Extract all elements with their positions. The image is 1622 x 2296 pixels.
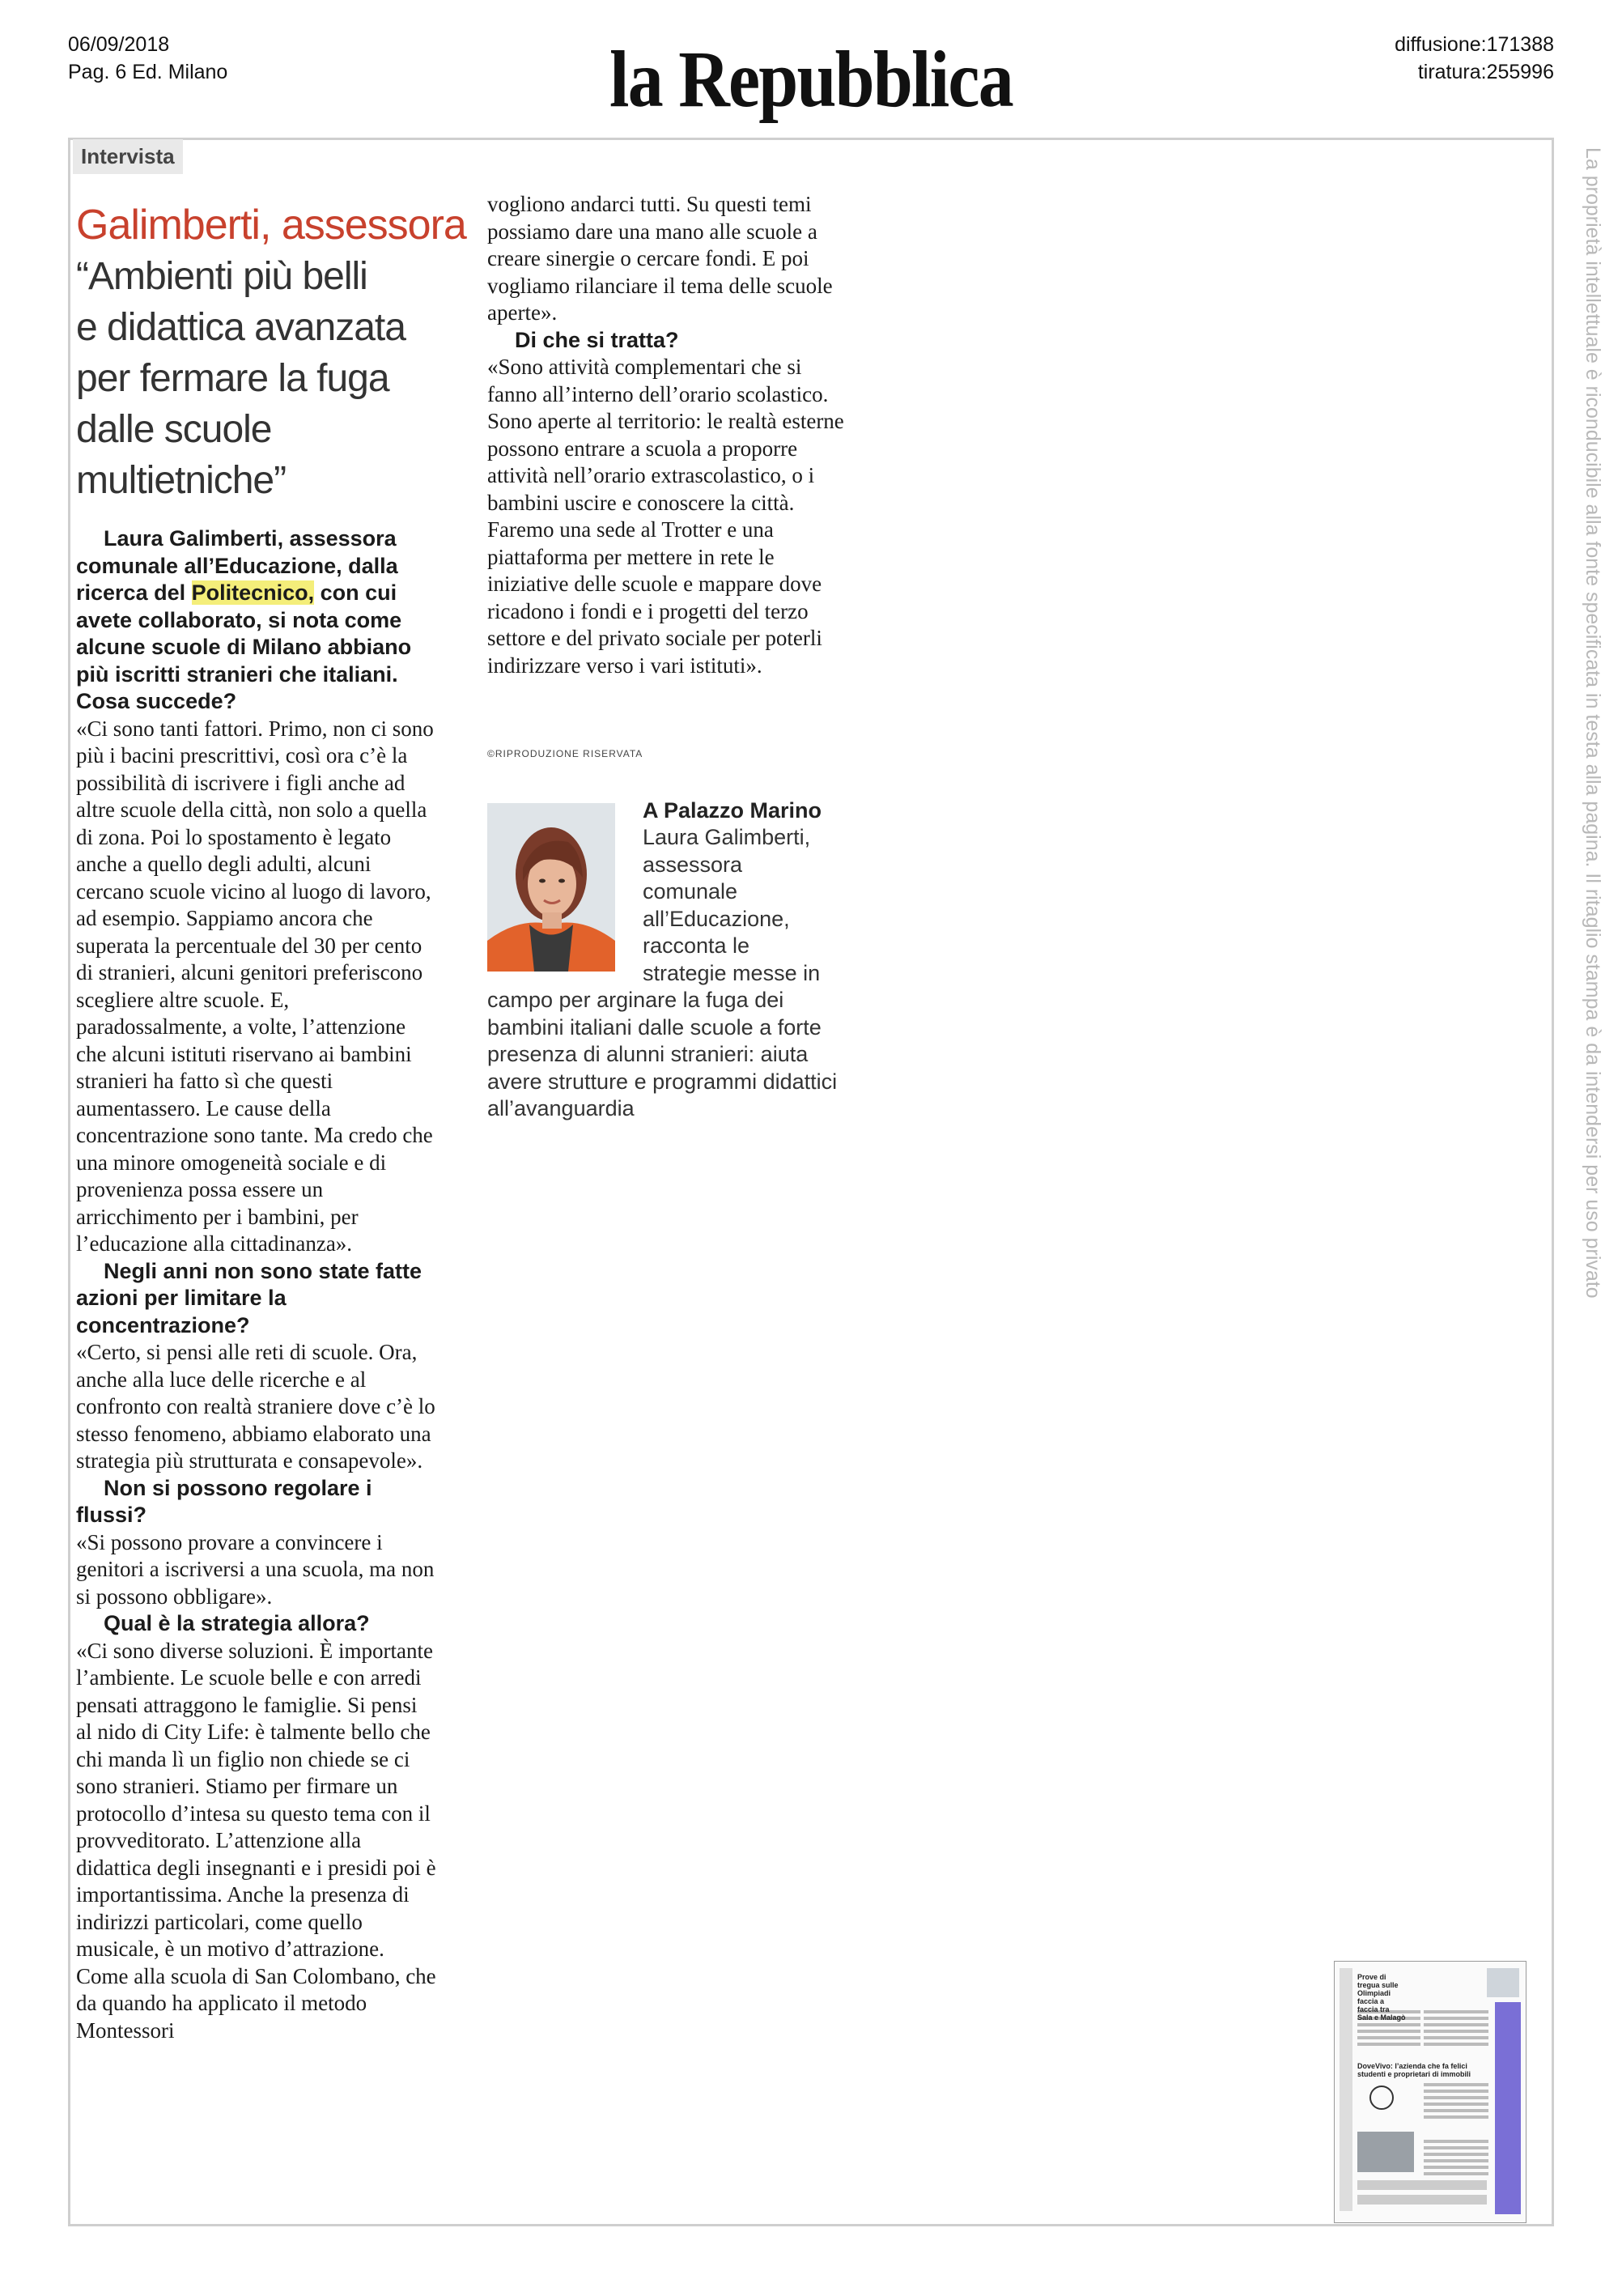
caption-line: all’Educazione,	[643, 906, 790, 931]
section-tag: Intervista	[73, 139, 183, 174]
article-headline	[76, 251, 456, 506]
thumbnail-headline-1: Prove di tregua sulle Olimpiadi faccia a faccia tra Sala e Malagò	[1357, 1973, 1406, 2022]
question-1: Laura Galimberti, assessora comunale all’Educazione, dalla ricerca del Politecnico, con cui avete collaborato, si nota come alcune scuole di Milano abbiano più iscritti stranieri che italiani. Cosa succede?	[76, 526, 412, 713]
portrait-illustration	[487, 803, 615, 972]
header-page: Pag. 6 Ed. Milano	[68, 61, 228, 83]
answer-3: «Si possono provare a convincere i genitori a iscriversi a una scuola, ma non si possono obbligare».	[76, 1529, 435, 1609]
caption-title: A Palazzo Marino	[643, 798, 822, 823]
question-5: Di che si tratta?	[515, 327, 679, 352]
headline-line: dalle scuole	[76, 408, 272, 451]
caption-line: strategie messe in	[643, 960, 821, 985]
question-2: Negli anni non sono state fatte azioni per limitare la concentrazione?	[76, 1258, 422, 1337]
article-kicker: Galimberti, assessora	[76, 202, 466, 249]
copyright-notice: ©RIPRODUZIONE RISERVATA	[487, 748, 643, 759]
answer-4: «Ci sono diverse soluzioni. È importante l’ambiente. Le scuole belle e con arredi pensati attraggono le famiglie. Si pensi al nido di City Life: è talmente bello che chi manda lì un figlio non chiede se ci sono stranieri. Stiamo per firmare un protocollo d’intesa su questo tema con il provveditorato. L’attenzione alla didattica degli insegnanti e i presidi poi è importantissima. Anche la presenza di indirizzi particolari, come quello musicale, è un motivo d’attrazione. Come alla scuola di San Colombano, che da quando ha applicato il metodo Montessori	[76, 1638, 436, 2043]
masthead-logo: la Repubblica	[609, 34, 1013, 124]
rights-side-note: La proprietà intellettuale è riconducibile alla fonte specificata in testa alla pagina. Il ritaglio stampa è da intendersi per uso privato	[1582, 147, 1604, 1299]
header-tiratura: tiratura:255996	[1417, 61, 1554, 83]
thumbnail-headline-2: DoveVivo: l’azienda che fa felici studenti e proprietari di immobili	[1357, 2062, 1471, 2078]
caption-body: campo per arginare la fuga dei bambini italiani dalle scuole a forte presenza di alunni stranieri: aiuta avere strutture e programmi didattici all’avanguardia	[487, 988, 838, 1120]
caption-line: assessora	[643, 852, 743, 877]
answer-1: «Ci sono tanti fattori. Primo, non ci sono più i bacini prescrittivi, così ora c’è la possibilità di iscrivere i figli anche ad altre scuole della città, non solo a quella di zona. Poi lo spostamento è legato anche a quello degli adulti, alcuni cercano scuole vicino al luogo di lavoro, ad esempio. Sappiamo ancora che superata la percentuale del 30 per cento di stranieri, alcuni genitori preferiscono scegliere altre scuole. E, paradossalmente, a volte, l’attenzione che alcuni istituti riservano ai bambini stranieri ha fatto sì che questi aumentassero. Le cause della concentrazione sono tante. Ma credo che una minore omogeneità sociale e di provenienza possa essere un arricchimento per i bambini, per l’educazione alla cittadinanza».	[76, 716, 434, 1256]
header-diffusione: diffusione:171388	[1395, 33, 1554, 56]
headline-line: multietniche”	[76, 459, 287, 502]
caption-narrow	[643, 824, 853, 987]
headline-line: per fermare la fuga	[76, 357, 389, 400]
question-4: Qual è la strategia allora?	[104, 1611, 370, 1635]
caption-line: Laura Galimberti,	[643, 825, 811, 849]
answer-5: «Sono attività complementari che si fanno all’interno dell’orario scolastico. Sono aperte al territorio: le realtà esterne possono entrare a scuola a proporre attività nell’orario extrascolastico, o i bambini uscire e conoscere la città. Faremo una sede al Trotter e una piattaforma per mettere in rete le iniziative delle scuole e mappare dove ricadono i fondi e i progetti del terzo settore e del privato sociale per poterli indirizzare verso i vari istituti».	[487, 355, 844, 678]
page-thumbnail[interactable]	[1334, 1961, 1526, 2223]
article-column-2	[487, 191, 847, 679]
headline-line: e didattica avanzata	[76, 306, 406, 349]
article-column-1	[76, 525, 436, 2044]
portrait-photo	[487, 803, 615, 972]
headline-line: “Ambienti più belli	[76, 255, 367, 298]
highlighted-word: Politecnico,	[191, 580, 315, 605]
answer-2: «Certo, si pensi alle reti di scuole. Ora, anche alla luce delle ricerche e al confronto con realtà straniere dove c’è lo stesso fenomeno, abbiamo elaborato una strategia più strutturata e consapevole».	[76, 1340, 435, 1473]
header-date: 06/09/2018	[68, 33, 170, 56]
caption-line: racconta le	[643, 933, 750, 958]
caption-line: comunale	[643, 879, 738, 904]
question-3: Non si possono regolare i flussi?	[76, 1475, 372, 1527]
answer-4-continued: vogliono andarci tutti. Su questi temi possiamo dare una mano alle scuole a creare sinergie o cercare fondi. E poi vogliamo rilanciare il tema delle scuole aperte».	[487, 192, 833, 325]
